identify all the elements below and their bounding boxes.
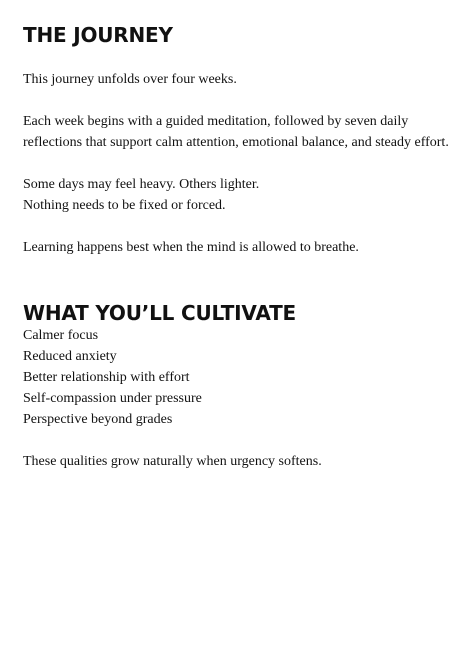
cultivate-heading: WHAT YOU’LL CULTIVATE bbox=[23, 301, 296, 325]
learning-line: Learning happens best when the mind is allowed to breathe. bbox=[23, 240, 359, 255]
cultivate-list-item: Reduced anxiety bbox=[23, 349, 117, 364]
weekly-structure-line-2: reflections that support calm attention, emotional balance, and steady effort. bbox=[23, 135, 449, 150]
cultivate-list-item: Better relationship with effort bbox=[23, 370, 190, 385]
cultivate-list-item: Perspective beyond grades bbox=[23, 412, 173, 427]
journey-heading: THE JOURNEY bbox=[23, 23, 173, 47]
learning-paragraph bbox=[23, 237, 359, 258]
weekly-structure-paragraph bbox=[23, 111, 449, 153]
closing-paragraph bbox=[23, 451, 322, 472]
journey-intro-line: This journey unfolds over four weeks. bbox=[23, 72, 237, 87]
days-line-2: Nothing needs to be fixed or forced. bbox=[23, 198, 226, 213]
cultivate-list-item: Self-compassion under pressure bbox=[23, 391, 202, 406]
days-line-1: Some days may feel heavy. Others lighter. bbox=[23, 177, 260, 192]
cultivate-list bbox=[23, 325, 202, 430]
journey-intro-paragraph bbox=[23, 69, 237, 90]
cultivate-list-item: Calmer focus bbox=[23, 328, 99, 343]
weekly-structure-line-1: Each week begins with a guided meditation, followed by seven daily bbox=[23, 114, 409, 129]
days-paragraph bbox=[23, 174, 259, 216]
closing-line: These qualities grow naturally when urgency softens. bbox=[23, 454, 322, 469]
